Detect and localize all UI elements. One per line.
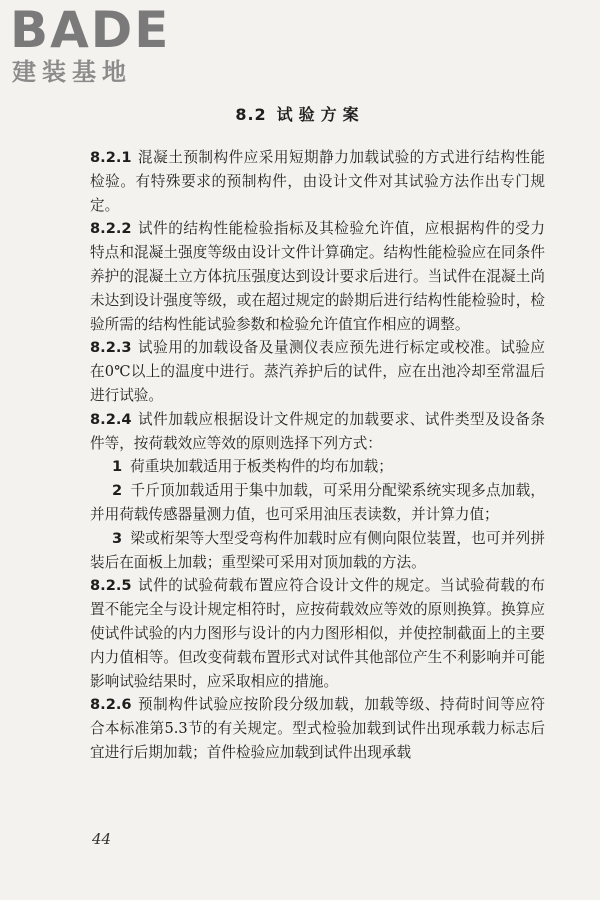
item-text: 千斤顶加载适用于集中加载，可采用分配梁系统实现多点加载，并用荷载传感器量测力值，也可采用油压表读数，并计算力值； — [90, 482, 545, 523]
clause-text: 试件的结构性能检验指标及其检验允许值，应根据构件的受力特点和混凝土强度等级由设计文件计算确定。结构性能检验应在同条件养护的混凝土立方体抗压强度达到设计要求后进行。当试件在混凝土尚未达到设计强度等级，或在超过规定的龄期后进行结构性能检验时，检验所需的结构性能试验参数和检验允许值宜作相应的调整。 — [90, 220, 545, 333]
clause-8-2-6 — [90, 693, 545, 764]
logo-sub-text: 建装基地 — [12, 58, 132, 86]
clause-number: 8.2.5 — [90, 577, 132, 595]
section-title — [0, 104, 600, 126]
clause-8-2-1 — [90, 146, 545, 217]
item-number: 2 — [112, 482, 123, 500]
page-number: 44 — [92, 830, 112, 848]
clause-8-2-3 — [90, 336, 545, 407]
list-item — [90, 479, 545, 527]
logo-main-text: BADE — [10, 1, 171, 59]
clause-number: 8.2.3 — [90, 339, 132, 357]
list-item — [90, 455, 545, 479]
clause-text: 预制构件试验应按阶段分级加载，加载等级、持荷时间等应符合本标准第5.3节的有关规定。型式检验加载到试件出现承载力标志后宜进行后期加载；首件检验应加载到试件出现承载 — [90, 696, 545, 761]
clause-number: 8.2.1 — [90, 149, 132, 166]
section-number: 8.2 — [235, 105, 267, 124]
clause-text: 试验用的加载设备及量测仪表应预先进行标定或校准。试验应在0℃以上的温度中进行。蒸汽养护后的试件，应在出池冷却至常温后进行试验。 — [90, 339, 545, 404]
clause-text: 试件的试验荷载布置应符合设计文件的规定。当试验荷载的布置不能完全与设计规定相符时，应按荷载效应等效的原则换算。换算应使试件试验的内力图形与设计的内力图形相似，并使控制截面上的主要内力值相等。但改变荷载布置形式对试件其他部位产生不利影响并可能影响试验结果时，应采取相应的措施。 — [90, 577, 545, 690]
item-number: 3 — [112, 529, 123, 547]
clause-text: 试件加载应根据设计文件规定的加载要求、试件类型及设备条件等，按荷载效应等效的原则选择下列方式： — [90, 410, 545, 452]
bade-logo — [8, 1, 178, 90]
clause-8-2-4 — [90, 408, 545, 456]
clause-8-2-2 — [90, 217, 545, 336]
item-text: 荷重块加载适用于板类构件的均布加载； — [130, 458, 393, 476]
clause-8-2-5 — [90, 574, 545, 693]
document-body — [90, 146, 545, 765]
clause-number: 8.2.2 — [90, 220, 132, 238]
clause-number: 8.2.4 — [90, 410, 132, 428]
clause-number: 8.2.6 — [90, 696, 132, 714]
list-item — [90, 527, 545, 575]
item-number: 1 — [112, 458, 123, 476]
section-name: 试验方案 — [276, 105, 365, 124]
item-text: 梁或桁架等大型受弯构件加载时应有侧向限位装置，也可并列拼装后在面板上加载；重型梁可采用对顶加载的方法。 — [90, 529, 545, 571]
clause-text: 混凝土预制构件应采用短期静力加载试验的方式进行结构性能检验。有特殊要求的预制构件，由设计文件对其试验方法作出专门规定。 — [90, 149, 545, 214]
